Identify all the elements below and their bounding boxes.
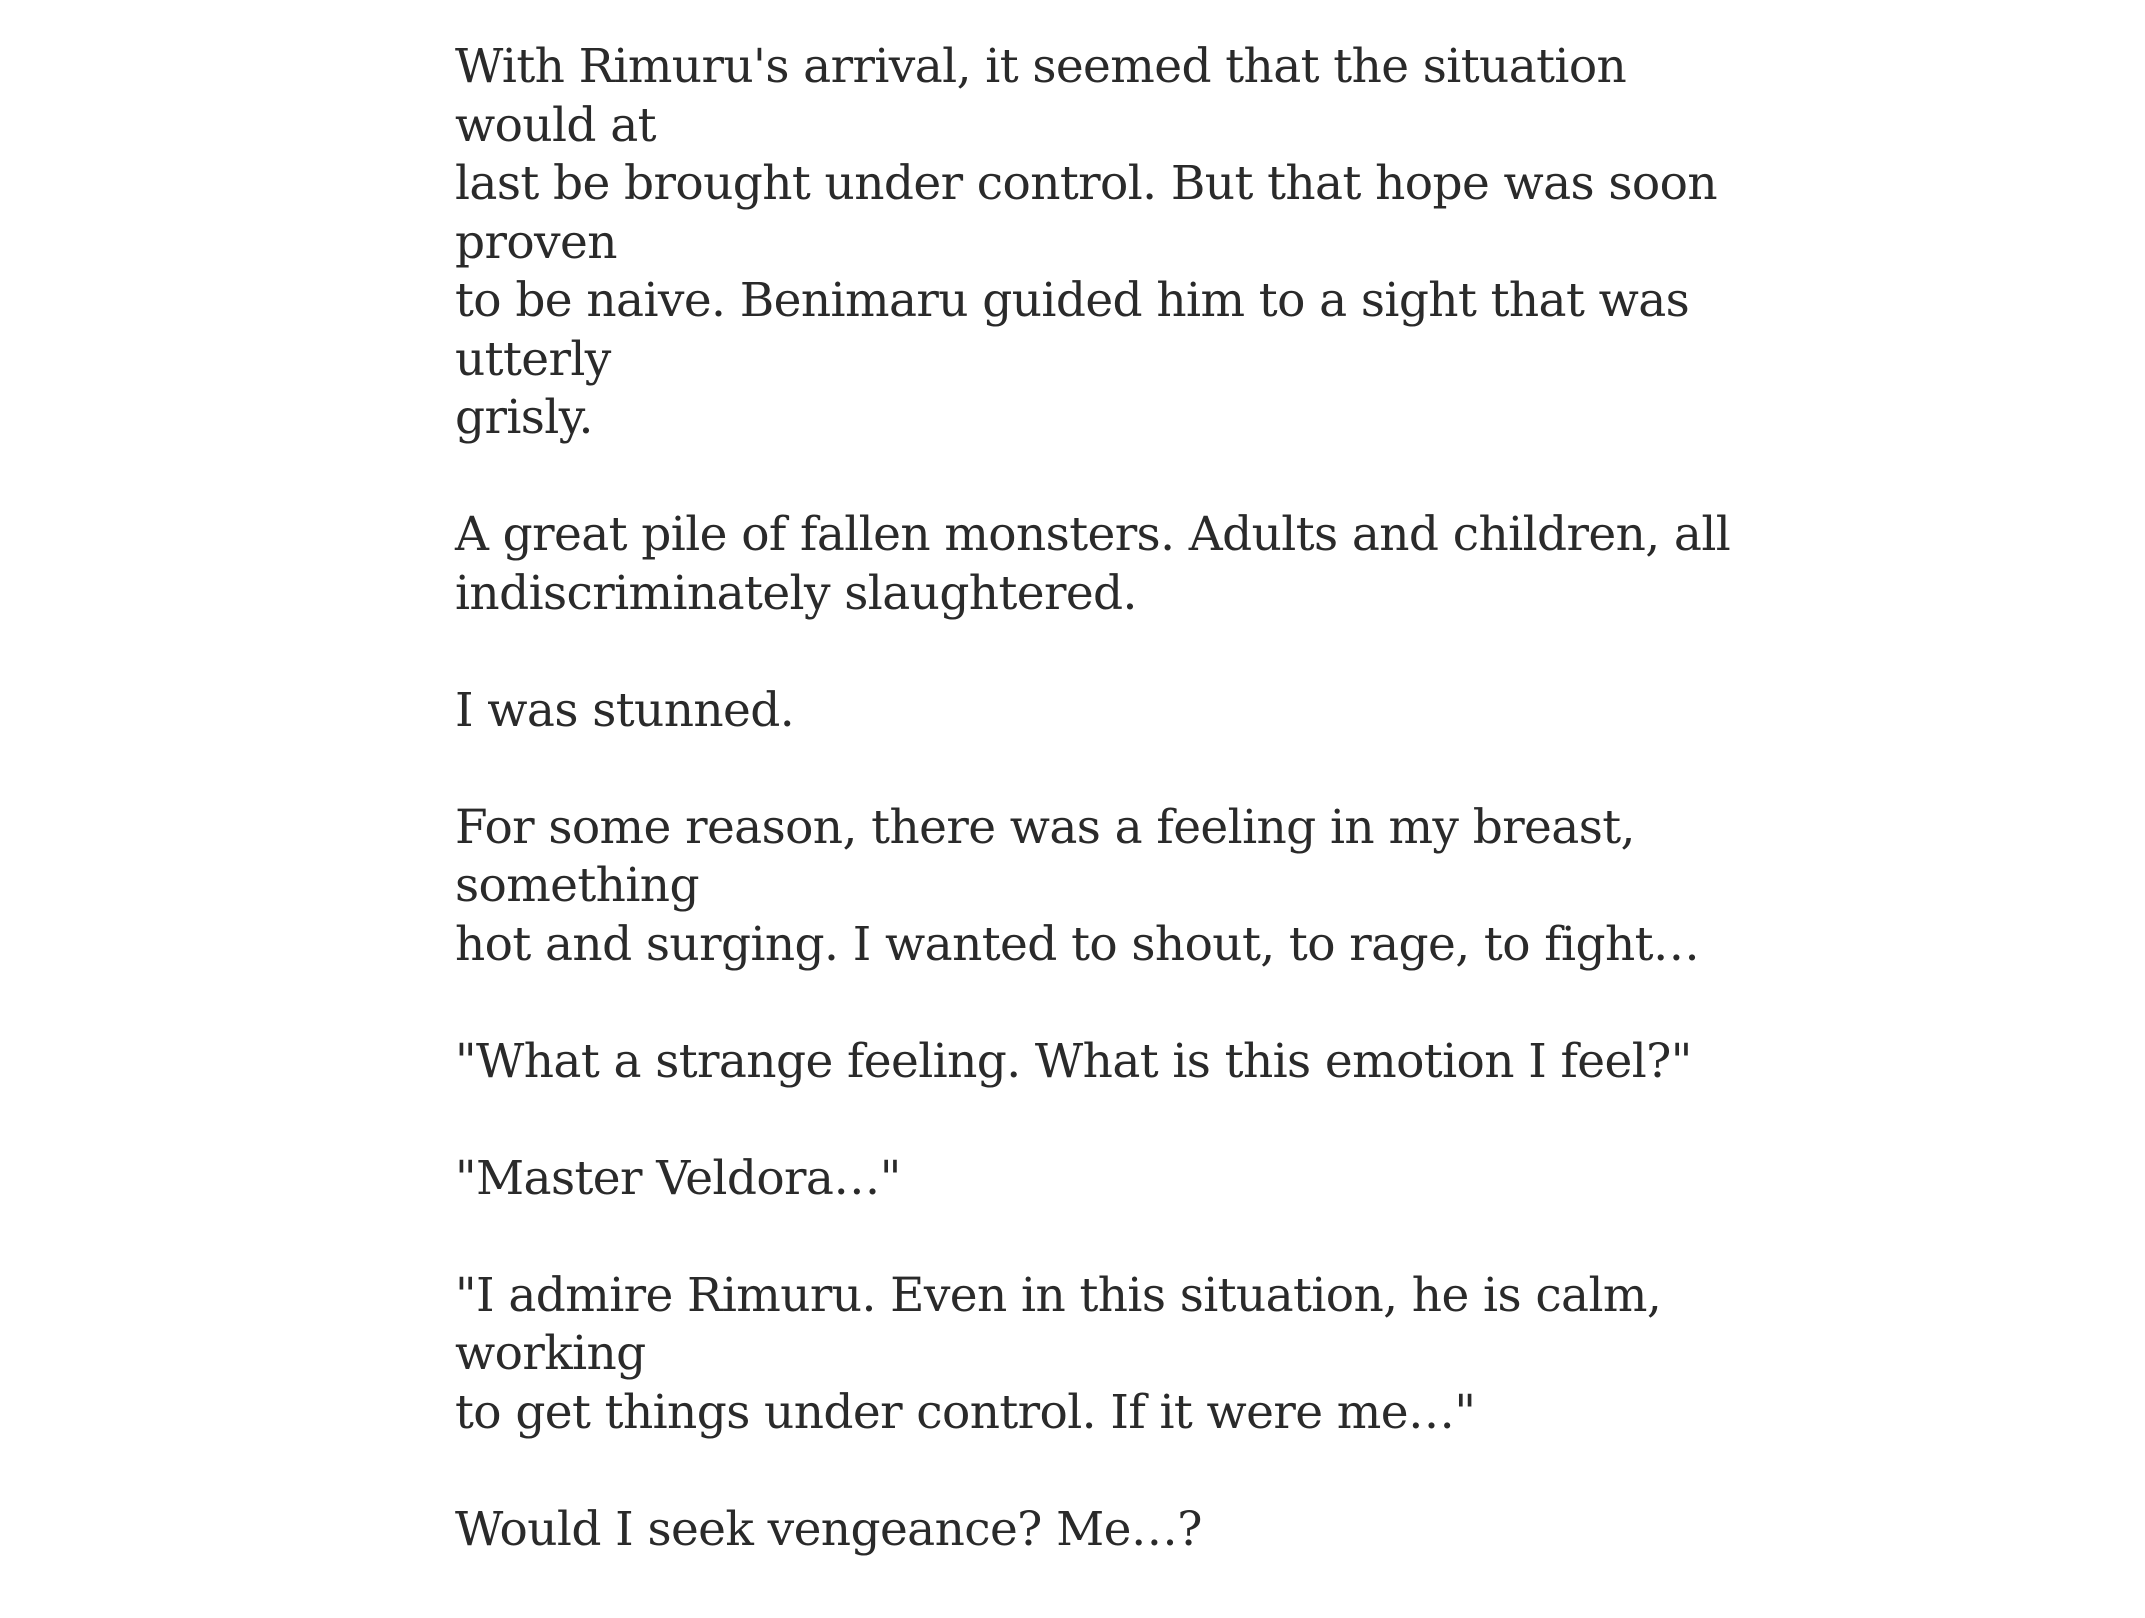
paragraph-stunned: I was stunned. <box>455 682 795 738</box>
paragraph-feeling-in-breast: For some reason, there was a feeling in my breast, something hot and surging. I wanted to shout, to rage, to fight… <box>455 799 1700 972</box>
paragraph-rimuru-arrival: With Rimuru's arrival, it seemed that the situation would at last be brought under control. But that hope was soon proven to be naive. Benimaru guided him to a sight that was utterly grisly. <box>455 39 1717 445</box>
paragraph-master-veldora-quote: "Master Veldora…" <box>455 1150 901 1206</box>
paragraph-fallen-monsters: A great pile of fallen monsters. Adults and children, all indiscriminately slaughtered. <box>455 507 1731 621</box>
paragraph-strange-feeling-quote: "What a strange feeling. What is this emotion I feel?" <box>455 1033 1692 1089</box>
document-page <box>455 38 1755 1618</box>
paragraph-seek-vengeance: Would I seek vengeance? Me…? <box>455 1501 1202 1557</box>
paragraph-admire-rimuru-quote: "I admire Rimuru. Even in this situation, he is calm, working to get things under control. If it were me…" <box>455 1267 1662 1440</box>
